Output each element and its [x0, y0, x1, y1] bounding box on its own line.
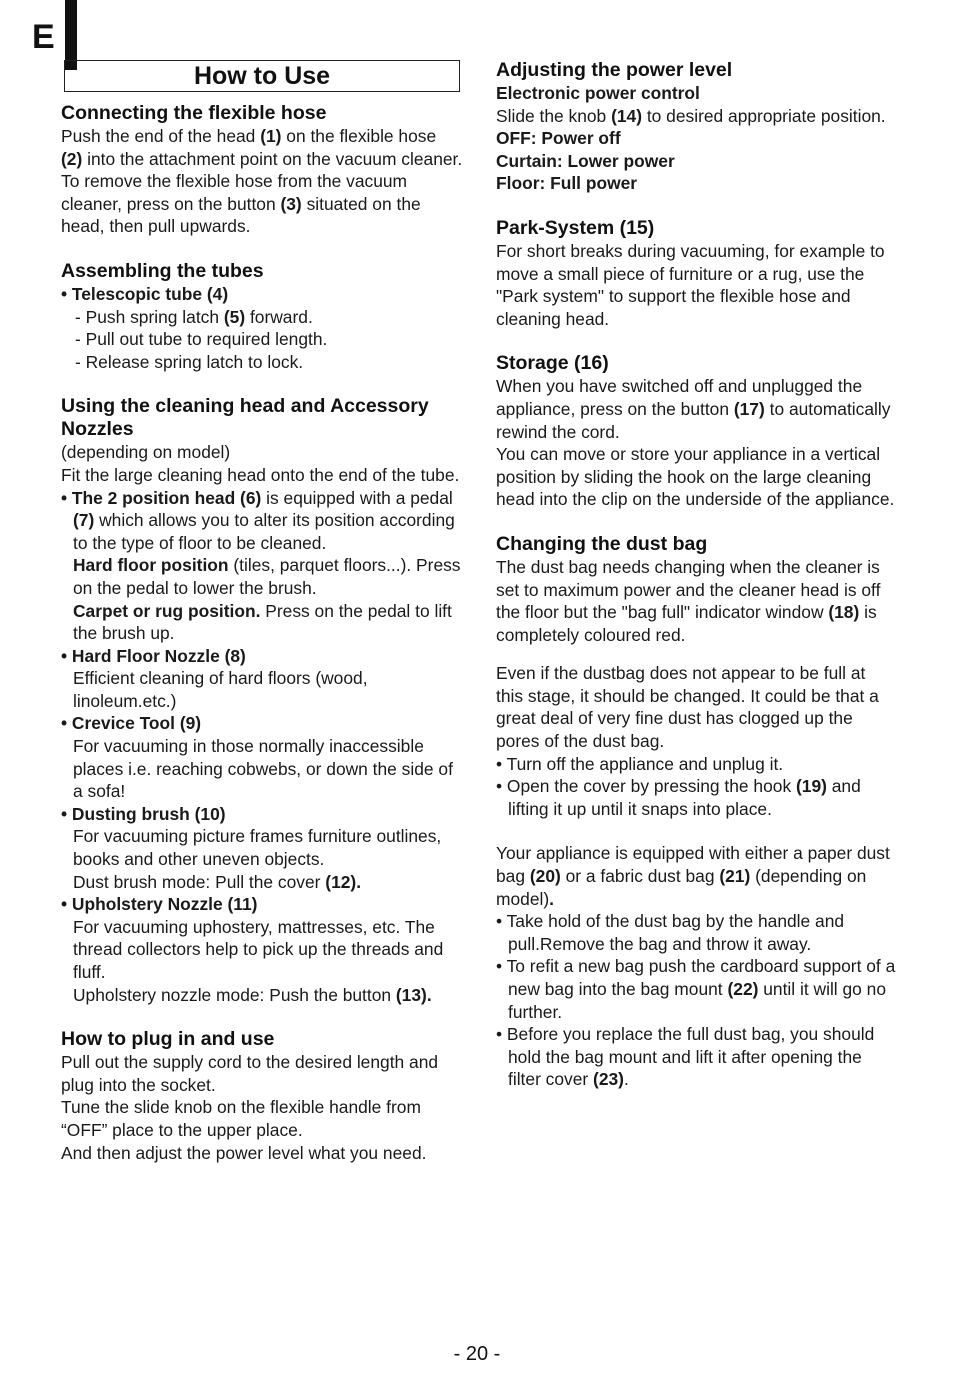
dustbag-text-3: Your appliance is equipped with either a paper dust bag (20) or a fabric dust bag (21) (depending on model). [496, 843, 890, 909]
tube-step-3: - Release spring latch to lock. [75, 351, 304, 372]
hard-floor-nozzle-title: • Hard Floor Nozzle (8) [61, 645, 246, 666]
park-heading: Park-System (15) [496, 216, 655, 239]
telescopic-tube-item: • Telescopic tube (4) [61, 283, 229, 304]
crevice-tool-text: For vacuuming in those normally inaccessible places i.e. reaching cobwebs, or down the side of a sofa! [73, 736, 453, 802]
dusting-brush-title: • Dusting brush (10) [61, 803, 226, 824]
plug-text-3: And then adjust the power level what you need. [61, 1142, 427, 1163]
upholstery-nozzle-mode: Upholstery nozzle mode: Push the button (13). [73, 984, 432, 1005]
upholstery-nozzle-text: For vacuuming uphostery, mattresses, etc. The thread collectors help to pick up the threads and fluff. [73, 916, 444, 982]
nozzles-fit: Fit the large cleaning head onto the end of the tube. [61, 464, 460, 485]
language-letter: E [32, 18, 55, 56]
dustbag-bullet-5: • Before you replace the full dust bag, you should hold the bag mount and lift it after opening the filter cover (23). [496, 1024, 875, 1090]
storage-heading: Storage (16) [496, 352, 609, 375]
dustbag-bullet-4: • To refit a new bag push the cardboard support of a new bag into the bag mount (22) until it will go no further. [496, 956, 896, 1022]
left-column [61, 60, 465, 1164]
crevice-tool-title: • Crevice Tool (9) [61, 713, 202, 734]
connecting-text-2: To remove the flexible hose from the vacuum cleaner, press on the button (3) situated on the head, then pull upwards. [61, 171, 421, 237]
dustbag-bullet-1: • Turn off the appliance and unplug it. [496, 753, 784, 774]
tube-step-1: - Push spring latch (5) forward. [75, 306, 313, 327]
nozzles-heading: Using the cleaning head and Accessory Nozzles [61, 395, 429, 441]
dust-brush-mode: Dust brush mode: Pull the cover (12). [73, 871, 362, 892]
storage-text-1: When you have switched off and unplugged the appliance, press on the button (17) to automatically rewind the cord. [496, 376, 891, 442]
connecting-heading: Connecting the flexible hose [61, 102, 327, 124]
dusting-brush-text: For vacuuming picture frames furniture outlines, books and other uneven objects. [73, 826, 442, 870]
power-heading: Adjusting the power level [496, 59, 733, 81]
tube-step-2: - Pull out tube to required length. [75, 329, 328, 350]
two-position-head-item: • The 2 position head (6) is equipped with a pedal (7) which allows you to alter its position according to the type of floor to be cleaned. [61, 487, 455, 553]
hard-floor-nozzle-text: Efficient cleaning of hard floors (wood, linoleum.etc.) [73, 668, 368, 711]
nozzles-depending: (depending on model) [61, 442, 231, 463]
plug-heading: How to plug in and use [61, 1028, 275, 1051]
page-title: How to Use [64, 60, 460, 92]
dustbag-text-1: The dust bag needs changing when the cleaner is set to maximum power and the cleaner head is off the floor but the "bag full" indicator window (18) is completely coloured red. [496, 556, 881, 645]
plug-text-1: Pull out the supply cord to the desired length and plug into the socket. [61, 1052, 439, 1095]
page-number: - 20 - [453, 1343, 501, 1365]
power-floor: Floor: Full power [496, 173, 638, 194]
tubes-heading: Assembling the tubes [61, 259, 264, 282]
upholstery-nozzle-title: • Upholstery Nozzle (11) [61, 894, 258, 915]
dustbag-bullet-3: • Take hold of the dust bag by the handle and pull.Remove the bag and throw it away. [496, 911, 845, 954]
dustbag-bullet-2: • Open the cover by pressing the hook (19) and lifting it up until it snaps into place. [496, 776, 861, 819]
language-marker [32, 20, 84, 54]
power-curtain: Curtain: Lower power [496, 150, 675, 171]
power-text: Slide the knob (14) to desired appropriate position. [496, 105, 886, 126]
right-column [496, 59, 896, 1091]
carpet-position: Carpet or rug position. Press on the pedal to lift the brush up. [73, 600, 452, 644]
plug-text-2: Tune the slide knob on the flexible handle from “OFF” place to the upper place. [61, 1097, 421, 1140]
hard-floor-position: Hard floor position (tiles, parquet floors...). Press on the pedal to lower the brush. [73, 555, 461, 598]
power-subheading: Electronic power control [496, 83, 700, 103]
park-text: For short breaks during vacuuming, for example to move a small piece of furniture or a rug, use the "Park system" to support the flexible hose and cleaning head. [496, 240, 885, 329]
connecting-text-1: Push the end of the head (1) on the flexible hose (2) into the attachment point on the vacuum cleaner. [61, 126, 463, 169]
storage-text-2: You can move or store your appliance in a vertical position by sliding the hook on the large cleaning head into the clip on the underside of the appliance. [496, 444, 895, 510]
power-off: OFF: Power off [496, 128, 621, 149]
dustbag-heading: Changing the dust bag [496, 532, 708, 555]
dustbag-text-2: Even if the dustbag does not appear to be full at this stage, it should be changed. It could be that a great deal of very fine dust has clogged up the pores of the dust bag. [496, 663, 879, 752]
